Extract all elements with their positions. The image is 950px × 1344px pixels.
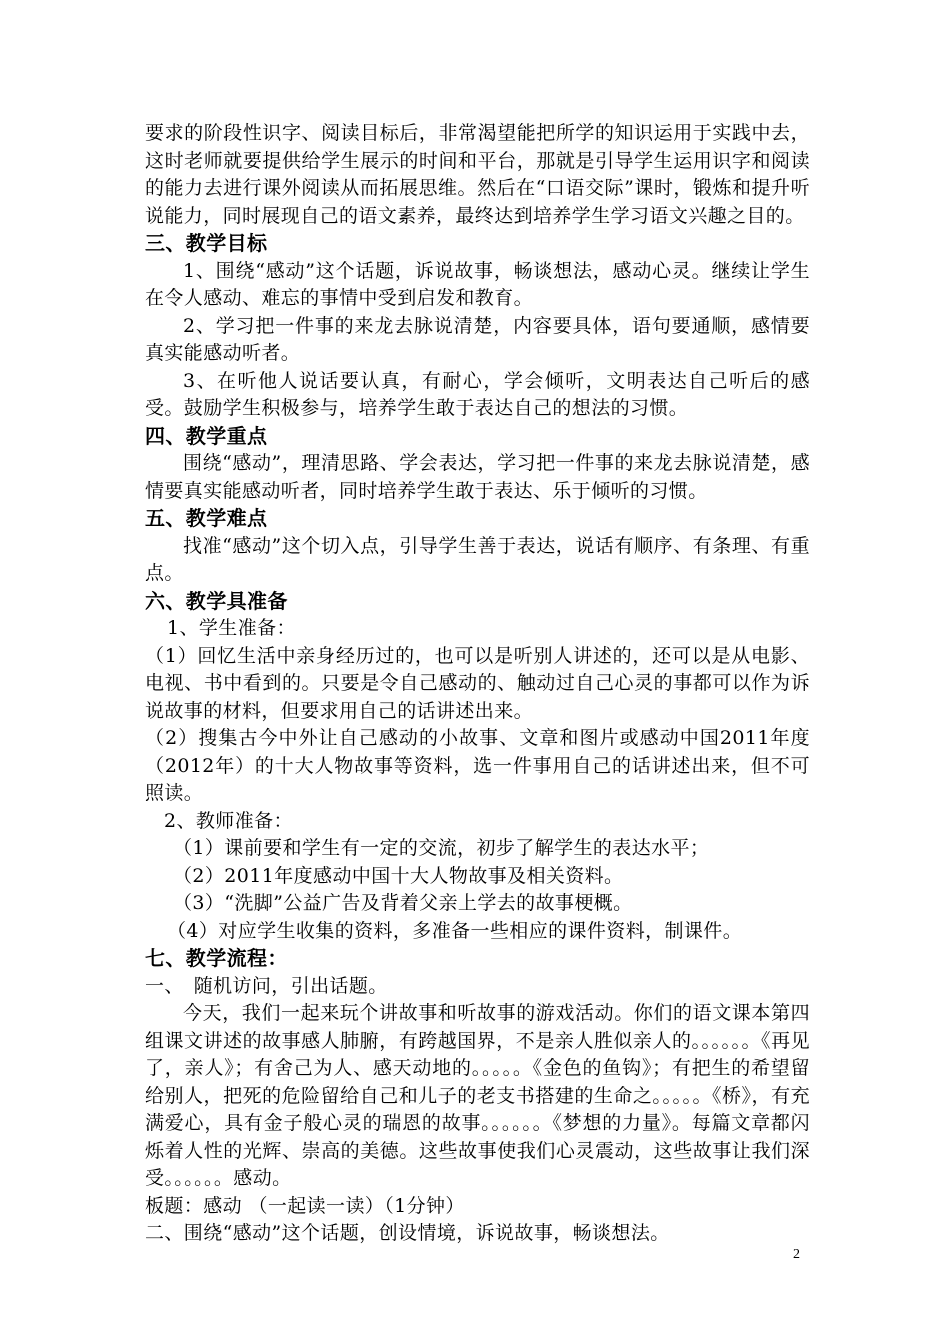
teacher-prep-item-1: （1）课前要和学生有一定的交流，初步了解学生的表达水平； <box>173 837 710 859</box>
process-step-1: 一、 随机访问，引出话题。 <box>145 974 388 997</box>
goal-item-2: 2、学习把一件事的来龙去脉说清楚，内容要具体，语句要通顺，感情要真实能感动听者。 <box>145 314 810 364</box>
board-title: 板题：感动 （一起读一读）（1分钟） <box>145 1194 465 1217</box>
teacher-prep-item-3: （3）“洗脚”公益广告及背着父亲上学去的故事梗概。 <box>173 892 633 914</box>
teacher-prep-item-2: （2）2011年度感动中国十大人物故事及相关资料。 <box>173 864 624 887</box>
process-step-1-text: 今天，我们一起来玩个讲故事和听故事的游戏活动。你们的语文课本第四组课文讲述的故事感人肺腑，有跨越国界，不是亲人胜似亲人的。。。。。。《再见了，亲人》；有舍己为人、感天动地的。。。。。《金色的鱼钩》；有把生的希望留给别人，把死的危险留给自己和儿子的老支书搭建的生命之。。。。。《桥》，有充满爱心，具有金子般心灵的瑞恩的故事。。。。。。《梦想的力量》。每篇文章都闪烁着人性的光辉、崇高的美德。这些故事使我们心灵震动，这些故事让我们深受。。。。。。感动。 <box>145 1002 810 1189</box>
section-heading-key-points: 四、教学重点 <box>145 423 268 448</box>
intro-paragraph: 要求的阶段性识字、阅读目标后，非常渴望能把所学的知识运用于实践中去，这时老师就要提供给学生展示的时间和平台，那就是引导学生运用识字和阅读的能力去进行课外阅读从而拓展思维。然后在“口语交际”课时，锻炼和提升听说能力，同时展现自己的语文素养，最终达到培养学生学习语文兴趣之目的。 <box>145 122 810 227</box>
page-number: 2 <box>793 1247 800 1262</box>
key-points-text: 围绕“感动”，理清思路、学会表达，学习把一件事的来龙去脉说清楚，感情要真实能感动听者，同时培养学生敢于表达、乐于倾听的习惯。 <box>145 452 810 502</box>
process-step-2: 二、围绕“感动”这个话题，创设情境，诉说故事，畅谈想法。 <box>145 1222 670 1244</box>
goal-item-3: 3、在听他人说话要认真，有耐心，学会倾听，文明表达自己听后的感受。鼓励学生积极参与，培养学生敢于表达自己的想法的习惯。 <box>145 369 810 419</box>
teacher-prep-label: 2、教师准备： <box>164 809 293 832</box>
difficulties-text: 找准“感动”这个切入点，引导学生善于表达，说话有顺序、有条理、有重点。 <box>145 534 810 584</box>
section-heading-process: 七、教学流程： <box>145 946 288 970</box>
section-heading-preparation: 六、教学具准备 <box>145 588 288 613</box>
document-body <box>145 120 810 1248</box>
goal-item-1: 1、围绕“感动”这个话题，诉说故事，畅谈想法，感动心灵。继续让学生在令人感动、难忘的事情中受到启发和教育。 <box>145 259 810 309</box>
student-prep-item-2: （2）搜集古今中外让自己感动的小故事、文章和图片或感动中国2011年度（2012年）的十大人物故事等资料，选一件事用自己的话讲述出来，但不可照读。 <box>145 727 810 804</box>
teacher-prep-item-4: （4）对应学生收集的资料，多准备一些相应的课件资料，制课件。 <box>167 919 743 942</box>
section-heading-goals: 三、教学目标 <box>145 231 268 255</box>
section-heading-difficulties: 五、教学难点 <box>145 506 268 530</box>
student-prep-item-1: （1）回忆生活中亲身经历过的，也可以是听别人讲述的，还可以是从电影、电视、书中看到的。只要是令自己感动的、触动过自己心灵的事都可以作为诉说故事的材料，但要求用自己的话讲述出来。 <box>145 644 810 722</box>
student-prep-label: 1、学生准备： <box>167 617 296 639</box>
